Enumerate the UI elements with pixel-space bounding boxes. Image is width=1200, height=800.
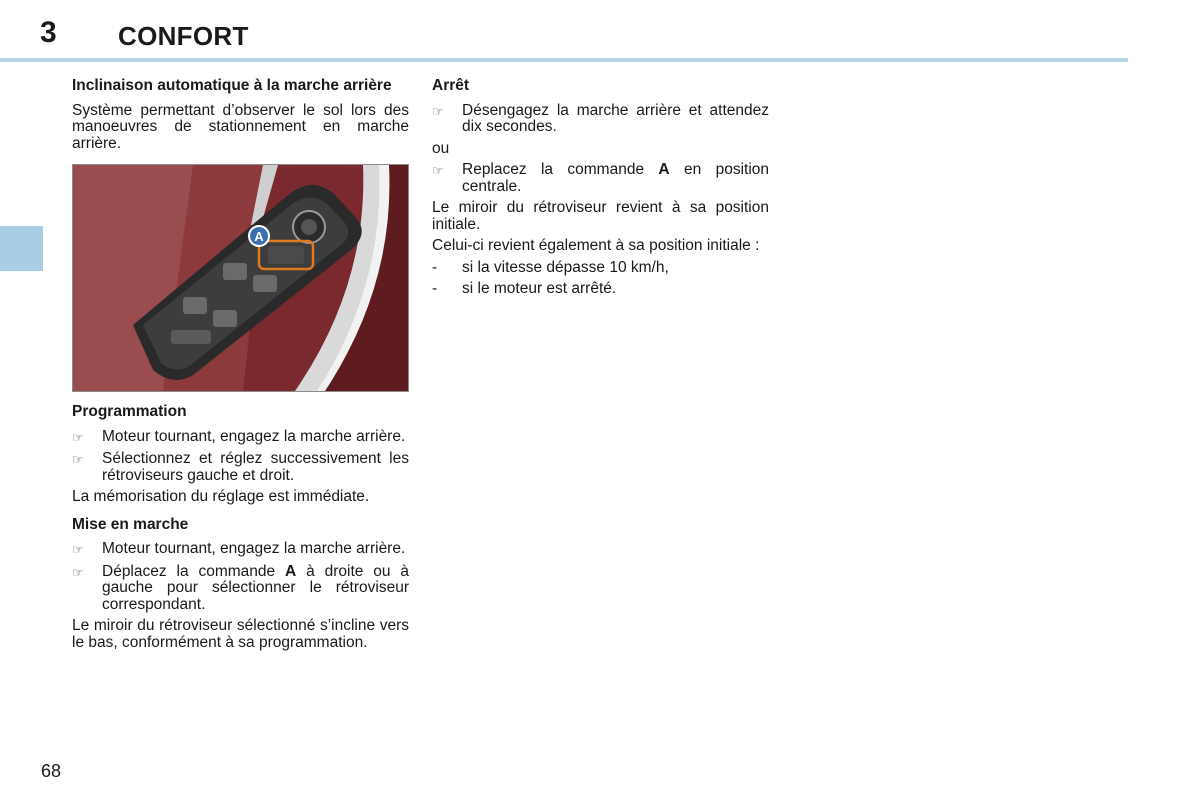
list-item: ☞ Moteur tournant, engagez la marche arrière. xyxy=(72,427,406,445)
list-item: - si la vitesse dépasse 10 km/h, xyxy=(432,258,669,276)
list-item: ☞ Sélectionnez et réglez successivement les rétroviseurs gauche et droit. xyxy=(72,450,409,484)
or-text: ou xyxy=(432,139,450,157)
list-item: ☞ Désengagez la marche arrière et attendez dix secondes. xyxy=(432,101,769,135)
chapter-title: CONFORT xyxy=(118,21,249,51)
pointing-hand-icon: ☞ xyxy=(72,452,84,467)
header-rule xyxy=(0,58,1128,62)
chapter-side-tab xyxy=(0,226,43,271)
pointing-hand-icon: ☞ xyxy=(432,103,444,119)
section-intro-text: Système permettant d’observer le sol lors des manoeuvres de stationnement en marche arrière. xyxy=(72,101,409,152)
chapter-number: 3 xyxy=(40,16,57,49)
programmation-note: La mémorisation du réglage est immédiate. xyxy=(72,488,370,505)
pointing-hand-icon: ☞ xyxy=(432,163,444,178)
arret-note-1: Le miroir du rétroviseur revient à sa position initiale. xyxy=(432,199,769,233)
mirror-control-figure xyxy=(72,164,409,392)
arret-note-2: Celui-ci revient également à sa position initiale : xyxy=(432,237,760,254)
list-item: ☞ Déplacez la commande A à droite ou à gauche pour sélectionner le rétroviseur correspondant. xyxy=(72,562,410,613)
section-title-programmation: Programmation xyxy=(72,403,187,420)
page-number: 68 xyxy=(41,761,62,781)
section-title-mise-en-marche: Mise en marche xyxy=(72,515,189,533)
figure-callout-a: A xyxy=(254,229,264,244)
list-item: ☞ Moteur tournant, engagez la marche arrière. xyxy=(72,540,406,557)
left-column xyxy=(72,78,409,656)
section-title-inclinaison: Inclinaison automatique à la marche arrière xyxy=(72,77,392,94)
pointing-hand-icon: ☞ xyxy=(72,542,84,557)
pointing-hand-icon: ☞ xyxy=(72,429,84,445)
list-item: - si le moteur est arrêté. xyxy=(432,280,617,297)
list-item: ☞ Replacez la commande A en position centrale. xyxy=(432,161,769,195)
mise-en-marche-note: Le miroir du rétroviseur sélectionné s’incline vers le bas, conformément à sa programmation. xyxy=(72,617,409,651)
middle-column xyxy=(432,78,769,303)
pointing-hand-icon: ☞ xyxy=(72,564,84,580)
section-title-arret: Arrêt xyxy=(432,77,470,94)
